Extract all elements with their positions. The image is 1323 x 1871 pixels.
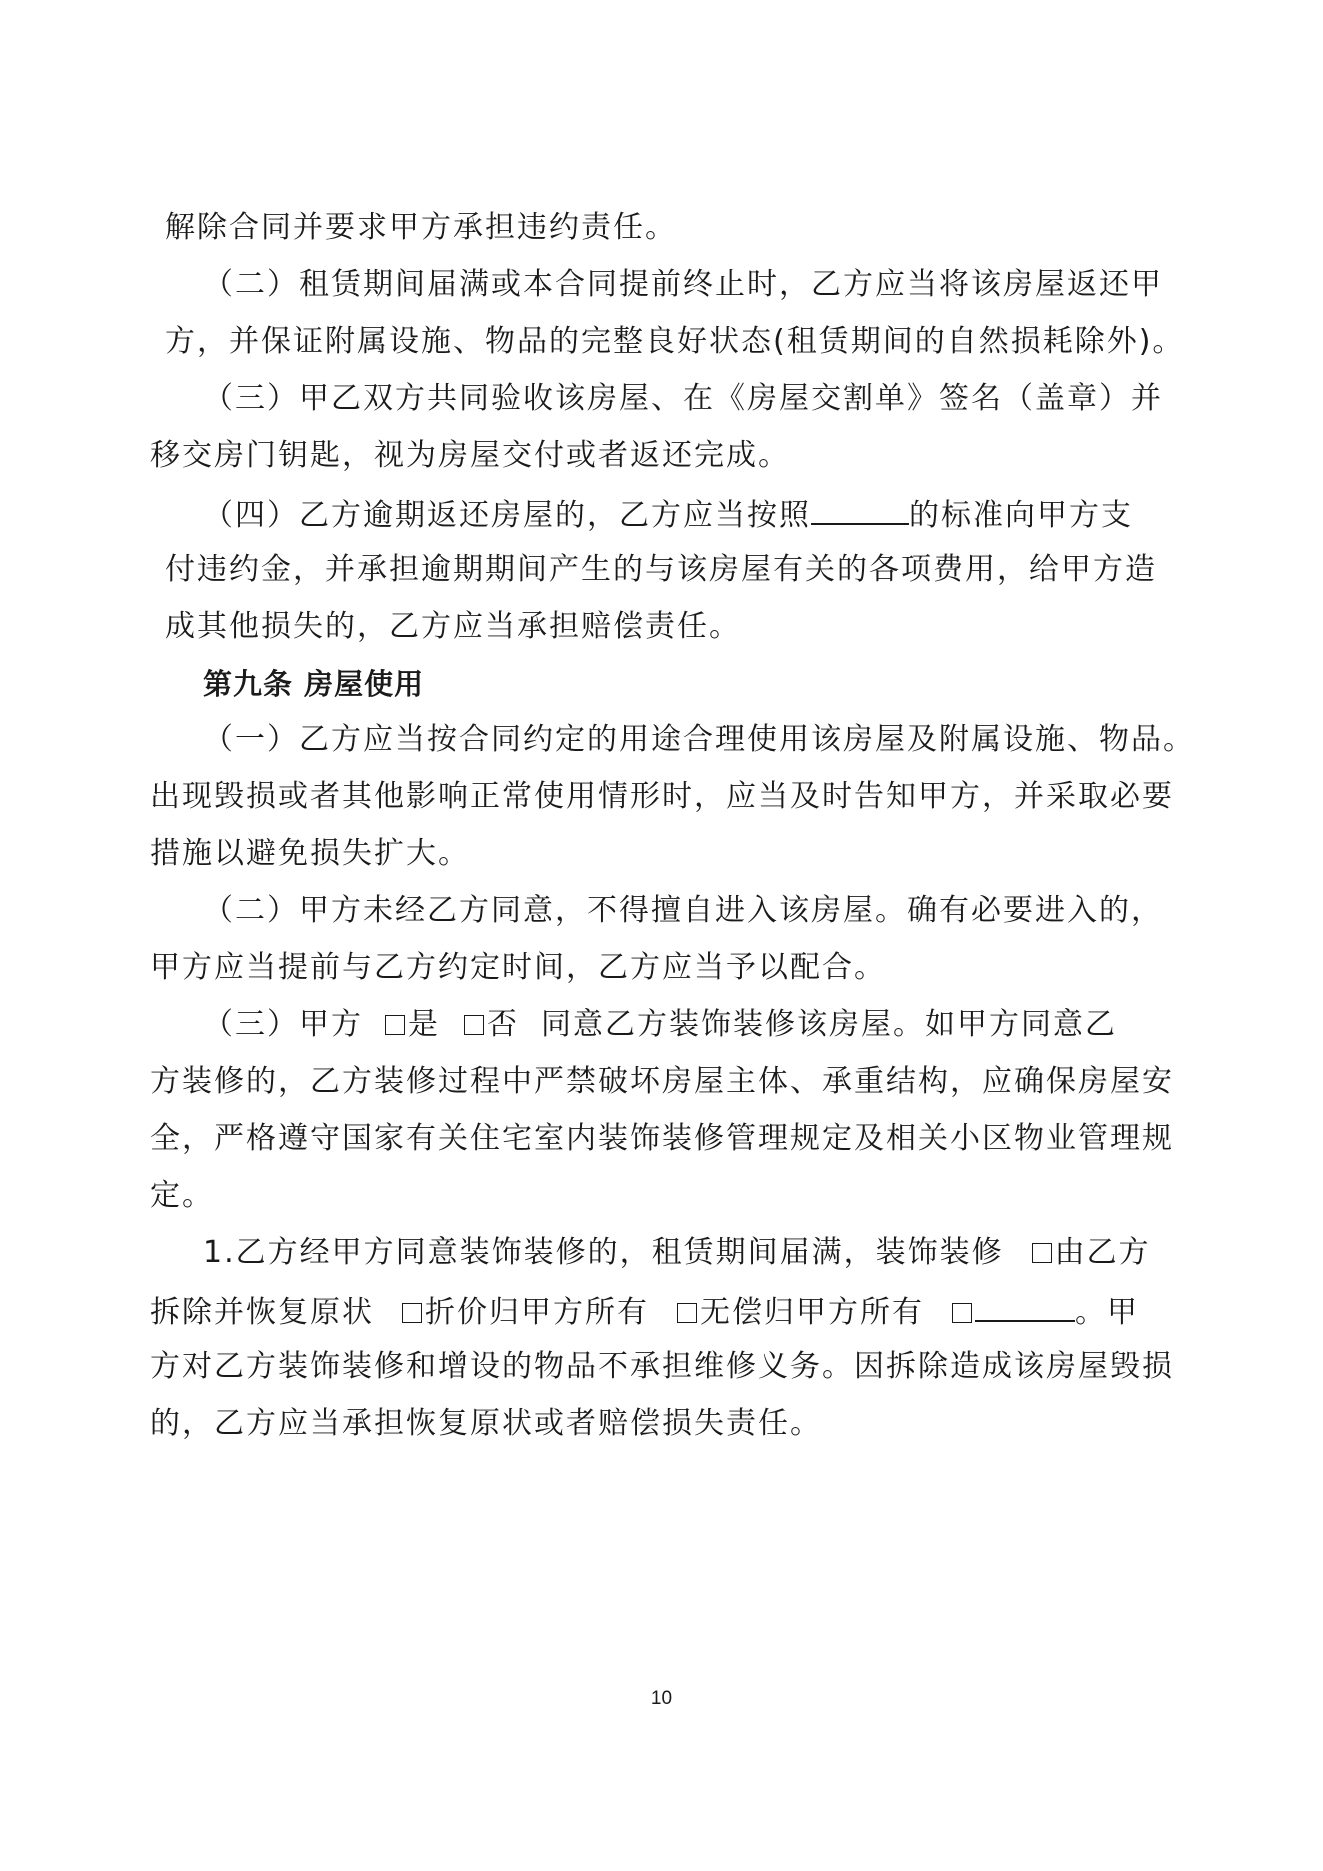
text-segment: 同意乙方装饰装修该房屋。如甲方同意乙 bbox=[541, 1007, 1117, 1042]
text-line: （二）甲方未经乙方同意，不得擅自进入该房屋。确有必要进入的， bbox=[203, 893, 1163, 928]
text-line: 措施以避免损失扩大。 bbox=[150, 836, 470, 871]
text-segment: 。甲 bbox=[1075, 1295, 1139, 1330]
text-line: 出现毁损或者其他影响正常使用情形时，应当及时告知甲方，并采取必要 bbox=[150, 779, 1174, 814]
checkbox-label: 由乙方 bbox=[1054, 1235, 1151, 1270]
text-line: 方对乙方装饰装修和增设的物品不承担维修义务。因拆除造成该房屋毁损 bbox=[150, 1349, 1174, 1384]
text-line bbox=[203, 1233, 1151, 1273]
text-segment: （四）乙方逾期返还房屋的，乙方应当按照 bbox=[203, 498, 811, 533]
checkbox-label: 否 bbox=[487, 1007, 519, 1042]
text-line: 全，严格遵守国家有关住宅室内装饰装修管理规定及相关小区物业管理规 bbox=[150, 1121, 1174, 1156]
checkbox-label: 无偿归甲方所有 bbox=[700, 1295, 924, 1330]
checkbox-yes[interactable] bbox=[385, 1015, 405, 1035]
text-line: 解除合同并要求甲方承担违约责任。 bbox=[165, 210, 677, 245]
text-line: （一）乙方应当按合同约定的用途合理使用该房屋及附属设施、物品。 bbox=[203, 722, 1195, 757]
fill-in-blank[interactable] bbox=[811, 493, 909, 525]
text-segment: 拆除并恢复原状 bbox=[150, 1295, 374, 1330]
fill-in-blank[interactable] bbox=[975, 1290, 1075, 1322]
text-line: 方，并保证附属设施、物品的完整良好状态(租赁期间的自然损耗除外)。 bbox=[165, 324, 1185, 359]
text-line: 方装修的，乙方装修过程中严禁破坏房屋主体、承重结构，应确保房屋安 bbox=[150, 1064, 1174, 1099]
text-line bbox=[203, 1005, 1117, 1045]
checkbox-label: 折价归甲方所有 bbox=[425, 1295, 649, 1330]
checkbox-free[interactable] bbox=[677, 1303, 697, 1323]
text-line: 甲方应当提前与乙方约定时间，乙方应当予以配合。 bbox=[150, 950, 886, 985]
section-heading: 第九条 房屋使用 bbox=[203, 667, 425, 701]
text-line: 付违约金，并承担逾期期间产生的与该房屋有关的各项费用，给甲方造 bbox=[165, 552, 1157, 587]
checkbox-discounted[interactable] bbox=[402, 1303, 422, 1323]
text-line: 成其他损失的，乙方应当承担赔偿责任。 bbox=[165, 609, 741, 644]
text-line bbox=[203, 493, 1133, 536]
text-line: （二）租赁期间届满或本合同提前终止时，乙方应当将该房屋返还甲 bbox=[203, 267, 1163, 302]
text-line: 定。 bbox=[150, 1178, 214, 1213]
text-line: 的，乙方应当承担恢复原状或者赔偿损失责任。 bbox=[150, 1406, 822, 1441]
text-segment: 1.乙方经甲方同意装饰装修的，租赁期间届满，装饰装修 bbox=[203, 1235, 1004, 1270]
checkbox-other[interactable] bbox=[952, 1303, 972, 1323]
text-line bbox=[150, 1290, 1139, 1333]
checkbox-label: 是 bbox=[408, 1007, 440, 1042]
text-line: （三）甲乙双方共同验收该房屋、在《房屋交割单》签名（盖章）并 bbox=[203, 381, 1163, 416]
text-segment: （三）甲方 bbox=[203, 1007, 363, 1042]
checkbox-restore[interactable] bbox=[1032, 1243, 1052, 1263]
checkbox-no[interactable] bbox=[464, 1015, 484, 1035]
page-number: 10 bbox=[650, 1688, 673, 1709]
text-segment: 的标准向甲方支 bbox=[909, 498, 1133, 533]
text-line: 移交房门钥匙，视为房屋交付或者返还完成。 bbox=[150, 438, 790, 473]
